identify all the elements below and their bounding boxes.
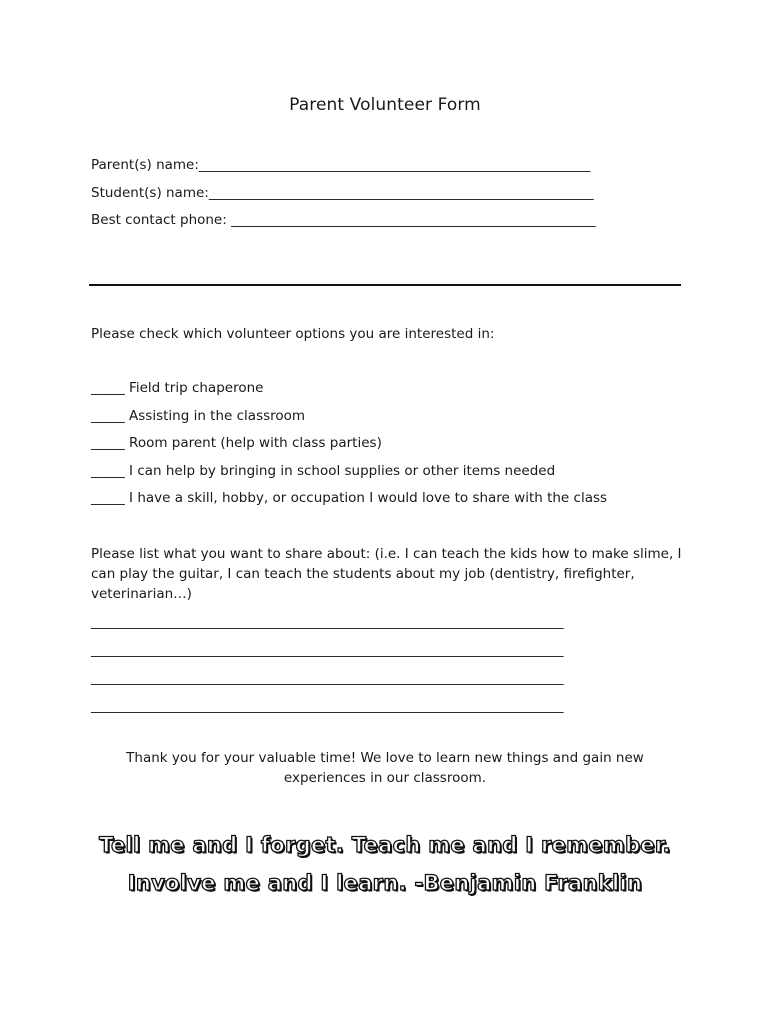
section-divider	[89, 284, 681, 286]
answer-line: ______________________________________________________________________	[91, 614, 564, 630]
form-title: Parent Volunteer Form	[289, 95, 481, 115]
contact-phone-field: Best contact phone: ______________________________________________________	[91, 212, 596, 228]
parent-name-field: Parent(s) name:__________________________________________________________	[91, 157, 591, 173]
option-skill: _____ I have a skill, hobby, or occupation I would love to share with the class	[91, 490, 608, 506]
answer-line: ______________________________________________________________________	[91, 670, 564, 686]
student-name-field: Student(s) name:_________________________________________________________	[91, 185, 594, 201]
option-supplies: _____ I can help by bringing in school supplies or other items needed	[91, 463, 556, 479]
thank-you-note: Thank you for your valuable time! We love to learn new things and gain new experiences in our classroom.	[126, 750, 644, 786]
answer-line: ______________________________________________________________________	[91, 642, 564, 658]
share-prompt: Please list what you want to share about: (i.e. I can teach the kids how to make slime, I can play the guitar, I can teach the students about my job (dentistry, firefighter, veterinarian…)	[91, 546, 682, 602]
franklin-quote: Tell me and I forget. Teach me and I remember. Involve me and I learn. -Benjamin Franklin	[99, 833, 671, 895]
option-room-parent: _____ Room parent (help with class parties)	[91, 435, 382, 451]
answer-line: ______________________________________________________________________	[91, 698, 564, 714]
options-prompt: Please check which volunteer options you are interested in:	[91, 326, 495, 342]
option-field-trip: _____ Field trip chaperone	[91, 380, 264, 396]
option-classroom: _____ Assisting in the classroom	[91, 408, 306, 424]
